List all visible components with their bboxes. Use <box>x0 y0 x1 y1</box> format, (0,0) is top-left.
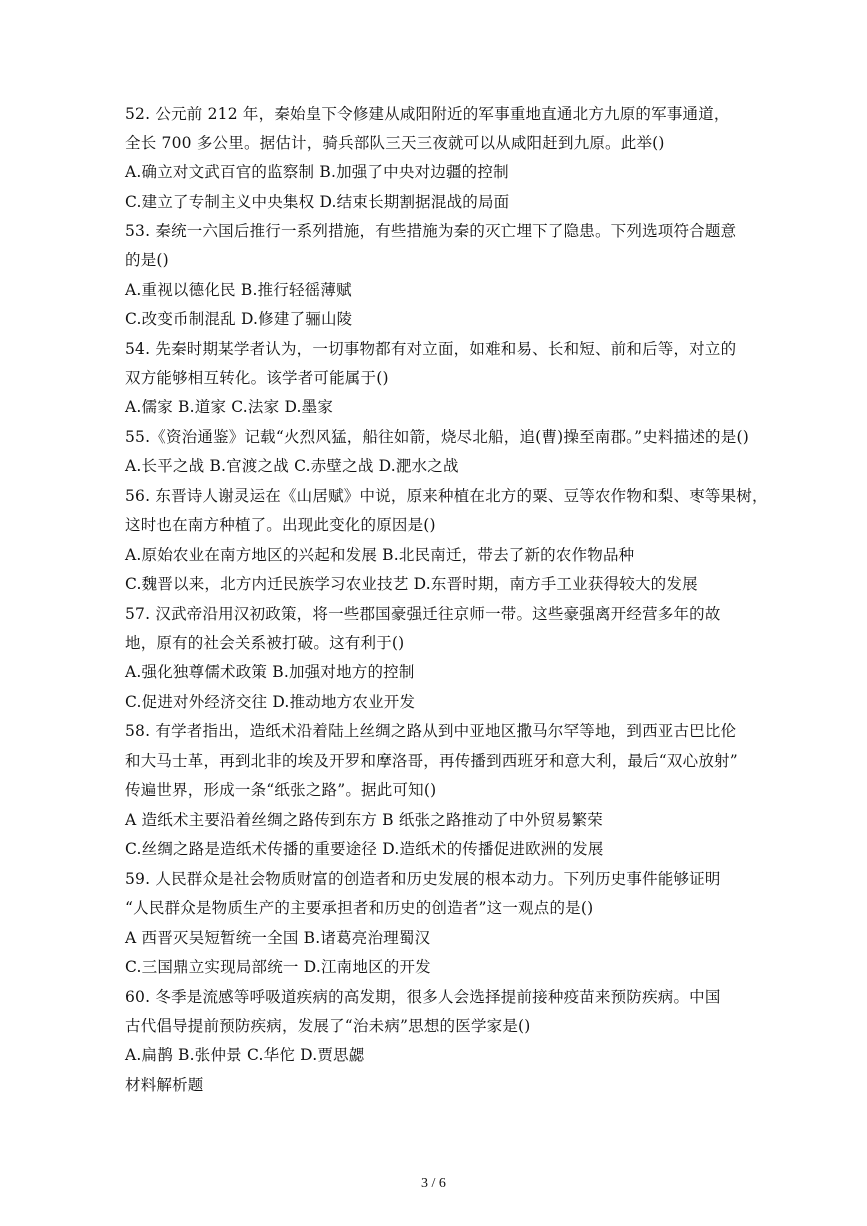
text-line: “人民群众是物质生产的主要承担者和历史的创造者”这一观点的是() <box>125 899 594 917</box>
text-line: A.儒家 B.道家 C.法家 D.墨家 <box>125 398 334 416</box>
text-line: 56. 东晋诗人谢灵运在《山居赋》中说，原来种植在北方的粟、豆等农作物和梨、枣等果树， <box>125 487 768 505</box>
text-line: 60. 冬季是流感等呼吸道疾病的高发期，很多人会选择提前接种疫苗来预防疾病。中国 <box>125 988 721 1006</box>
text-line: 52. 公元前 212 年，秦始皇下令修建从咸阳附近的军事重地直通北方九原的军事通道， <box>125 105 730 123</box>
text-line: C.魏晋以来，北方内迁民族学习农业技艺 D.东晋时期，南方手工业获得较大的发展 <box>125 575 698 593</box>
text-line: 58. 有学者指出，造纸术沿着陆上丝绸之路从到中亚地区撒马尔罕等地，到西亚古巴比伦 <box>125 722 737 740</box>
text-line: C.促进对外经济交往 D.推动地方农业开发 <box>125 693 416 711</box>
section-heading: 材料解析题 <box>125 1076 204 1094</box>
text-line: 53. 秦统一六国后推行一系列措施，有些措施为秦的灭亡埋下了隐患。下列选项符合题意 <box>125 222 737 240</box>
text-line: A.扁鹊 B.张仲景 C.华佗 D.贾思勰 <box>125 1046 365 1064</box>
text-line: C.建立了专制主义中央集权 D.结束长期割据混战的局面 <box>125 193 510 211</box>
text-line: 古代倡导提前预防疾病，发展了“治未病”思想的医学家是() <box>125 1017 531 1035</box>
text-line: 和大马士革，再到北非的埃及开罗和摩洛哥，再传播到西班牙和意大利，最后“双心放射” <box>125 752 738 770</box>
text-line: A.强化独尊儒术政策 B.加强对地方的控制 <box>125 663 415 681</box>
text-line: 54. 先秦时期某学者认为，一切事物都有对立面，如难和易、长和短、前和后等，对立的 <box>125 340 737 358</box>
text-line: 55.《资治通鉴》记载“火烈风猛，船往如箭，烧尽北船，追(曹)操至南郡。”史料描述的是() <box>125 428 749 446</box>
text-line: C.三国鼎立实现局部统一 D.江南地区的开发 <box>125 958 431 976</box>
text-line: 59. 人民群众是社会物质财富的创造者和历史发展的根本动力。下列历史事件能够证明 <box>125 870 721 888</box>
text-line: 传遍世界，形成一条“纸张之路”。据此可知() <box>125 781 437 799</box>
text-line: 的是() <box>125 251 169 269</box>
text-line: 地，原有的社会关系被打破。这有利于() <box>125 634 405 652</box>
text-line: A 西晋灭吴短暂统一全国 B.诸葛亮治理蜀汉 <box>125 929 431 947</box>
text-line: A.原始农业在南方地区的兴起和发展 B.北民南迁，带去了新的农作物品种 <box>125 546 635 564</box>
text-line: 全长 700 多公里。据估计，骑兵部队三天三夜就可以从咸阳赶到九原。此举() <box>125 134 665 152</box>
text-line: 57. 汉武帝沿用汉初政策，将一些郡国豪强迁往京师一带。这些豪强离开经营多年的故 <box>125 605 721 623</box>
text-line: A.确立对文武百官的监察制 B.加强了中央对边疆的控制 <box>125 163 509 181</box>
text-line: 双方能够相互转化。该学者可能属于() <box>125 369 389 387</box>
text-line: A.重视以德化民 B.推行轻徭薄赋 <box>125 281 352 299</box>
text-line: C.丝绸之路是造纸术传播的重要途径 D.造纸术的传播促进欧洲的发展 <box>125 840 604 858</box>
text-line: A.长平之战 B.官渡之战 C.赤壁之战 D.淝水之战 <box>125 457 459 475</box>
text-line: A 造纸术主要沿着丝绸之路传到东方 B 纸张之路推动了中外贸易繁荣 <box>125 811 603 829</box>
text-line: 这时也在南方种植了。出现此变化的原因是() <box>125 516 436 534</box>
page-number: 3 / 6 <box>421 1176 446 1191</box>
text-line: C.改变币制混乱 D.修建了骊山陵 <box>125 310 353 328</box>
